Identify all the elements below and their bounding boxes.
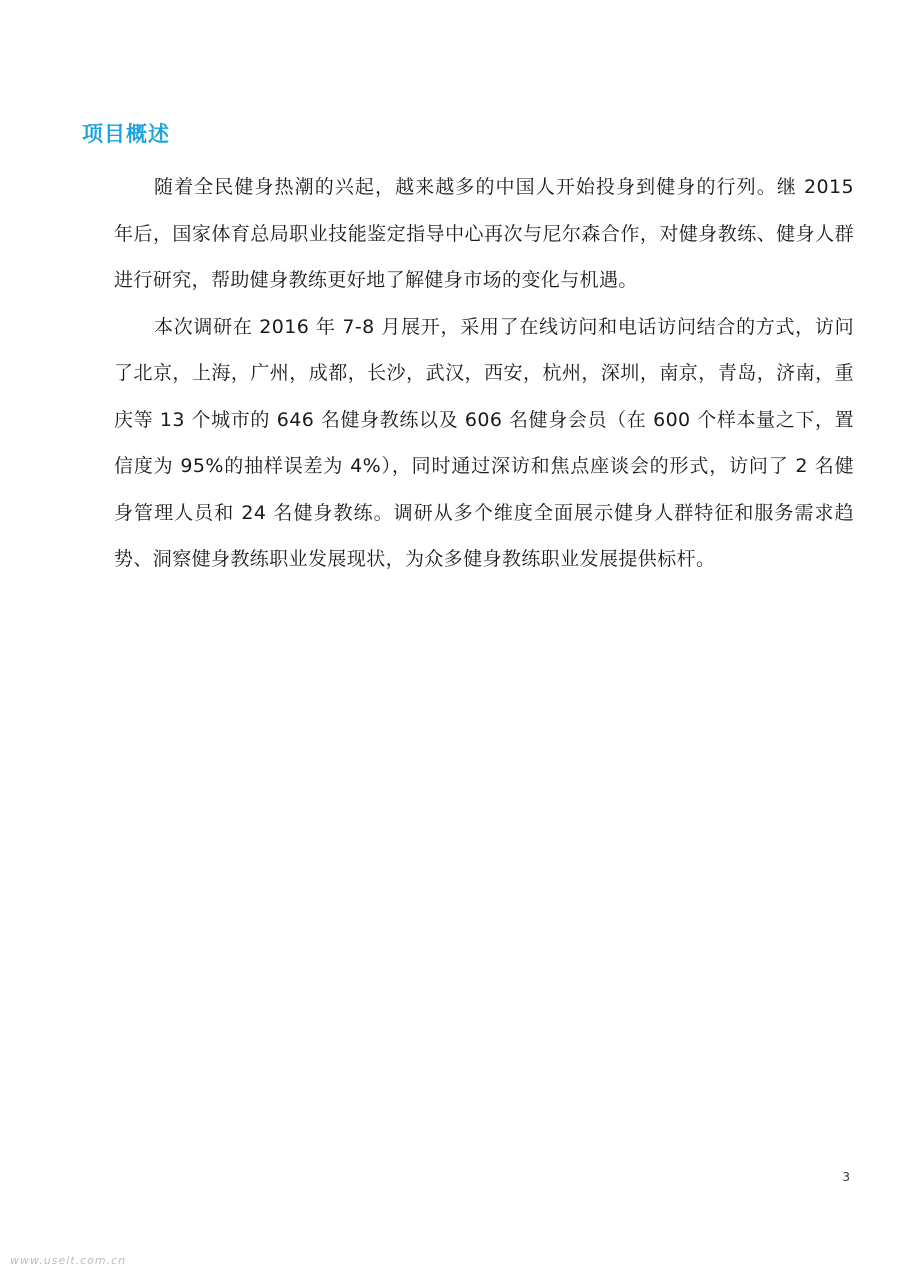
page-number: 3: [842, 1170, 850, 1184]
watermark: www.useit.com.cn: [10, 1254, 127, 1267]
paragraph-method: 本次调研在 2016 年 7-8 月展开，采用了在线访问和电话访问结合的方式，访问了北京，上海，广州，成都，长沙，武汉，西安，杭州，深圳，南京，青岛，济南，重庆等 13 个城市的 646 名健身教练以及 606 名健身会员（在 600 个样本量之下，置信度为 95%的抽样误差为 4%），同时通过深访和焦点座谈会的形式，访问了 2 名健身管理人员和 24 名健身教练。调研从多个维度全面展示健身人群特征和服务需求趋势、洞察健身教练职业发展现状，为众多健身教练职业发展提供标杆。: [114, 315, 854, 570]
paragraph-intro: 随着全民健身热潮的兴起，越来越多的中国人开始投身到健身的行列。继 2015 年后，国家体育总局职业技能鉴定指导中心再次与尼尔森合作，对健身教练、健身人群进行研究，帮助健身教练更好地了解健身市场的变化与机遇。: [114, 176, 854, 291]
section-title: 项目概述: [82, 122, 170, 146]
body-text: [114, 164, 854, 583]
